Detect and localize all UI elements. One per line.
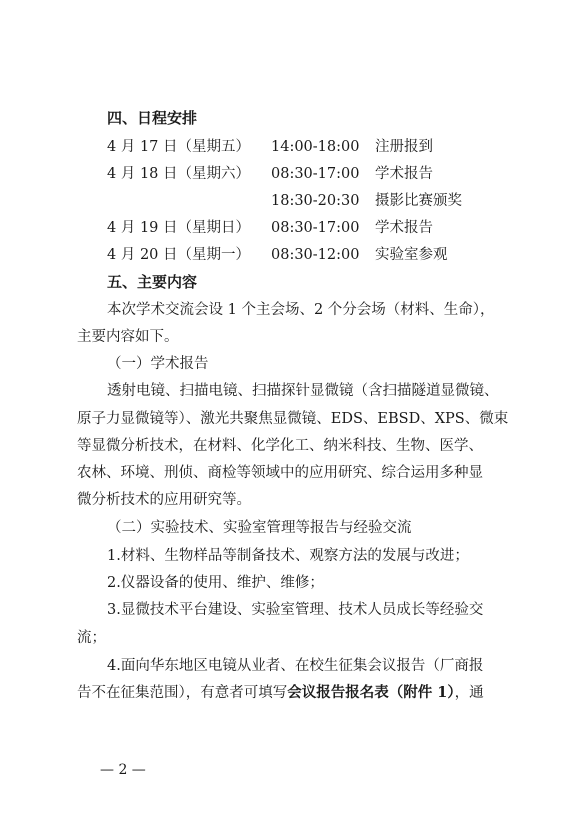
list-item-continuation: 流； [77,630,106,646]
list-item: 4.面向华东地区电镜从业者、在校生征集会议报告（厂商报 [107,658,484,674]
schedule-activity: 摄影比赛颁奖 [375,193,462,209]
list-item: 1.材料、生物样品等制备技术、观察方法的发展与改进； [107,548,469,564]
schedule-activity: 学术报告 [375,166,433,182]
section4-title: 四、日程安排 [107,109,198,127]
list-item-text: 告不在征集范围），有意者可填写 [77,685,288,701]
paragraph-line: 透射电镜、扫描电镜、扫描探针显微镜（含扫描隧道显微镜、 [107,383,499,399]
schedule-date: 4 月 18 日（星期六） [107,166,251,182]
paragraph-line: 原子力显微镜等）、激光共聚焦显微镜、EDS、EBSD、XPS、微束 [77,411,509,427]
schedule-row [0,137,583,157]
schedule-activity: 注册报到 [375,139,433,155]
list-item: 2.仪器设备的使用、维护、维修； [107,575,324,591]
schedule-time: 08:30-17:00 [271,220,360,236]
list-item-text: ，通 [454,685,484,701]
schedule-row [0,164,583,184]
schedule-time: 08:30-12:00 [271,247,360,263]
schedule-date: 4 月 20 日（星期一） [107,247,251,263]
subsection2-title: （二）实验技术、实验室管理等报告与经验交流 [107,520,412,536]
paragraph-line: 微分析技术的应用研究等。 [77,492,251,508]
schedule-time: 18:30-20:30 [271,193,360,209]
registration-form-reference: 会议报告报名表（附件 1） [287,684,455,701]
page-number: — 2 — [100,762,146,778]
schedule-row [0,191,583,211]
section5-title: 五、主要内容 [107,273,198,291]
section5-intro-line: 本次学术交流会设 1 个主会场、2 个分会场（材料、生命）， [107,302,495,318]
list-item: 3.显微技术平台建设、实验室管理、技术人员成长等经验交 [107,602,484,618]
schedule-time: 08:30-17:00 [271,166,360,182]
schedule-time: 14:00-18:00 [271,139,360,155]
schedule-row [0,245,583,265]
schedule-activity: 学术报告 [375,220,433,236]
paragraph-line: 等显微分析技术，在材料、化学化工、纳米科技、生物、医学、 [77,438,483,454]
schedule-row [0,218,583,238]
paragraph-line: 农林、环境、刑侦、商检等领域中的应用研究、综合运用多种显 [77,465,483,481]
list-item-continuation [77,683,484,703]
schedule-date: 4 月 17 日（星期五） [107,139,251,155]
subsection1-title: （一）学术报告 [107,356,209,372]
schedule-date: 4 月 19 日（星期日） [107,220,251,236]
section5-intro-line: 主要内容如下。 [77,329,179,345]
schedule-activity: 实验室参观 [375,247,448,263]
